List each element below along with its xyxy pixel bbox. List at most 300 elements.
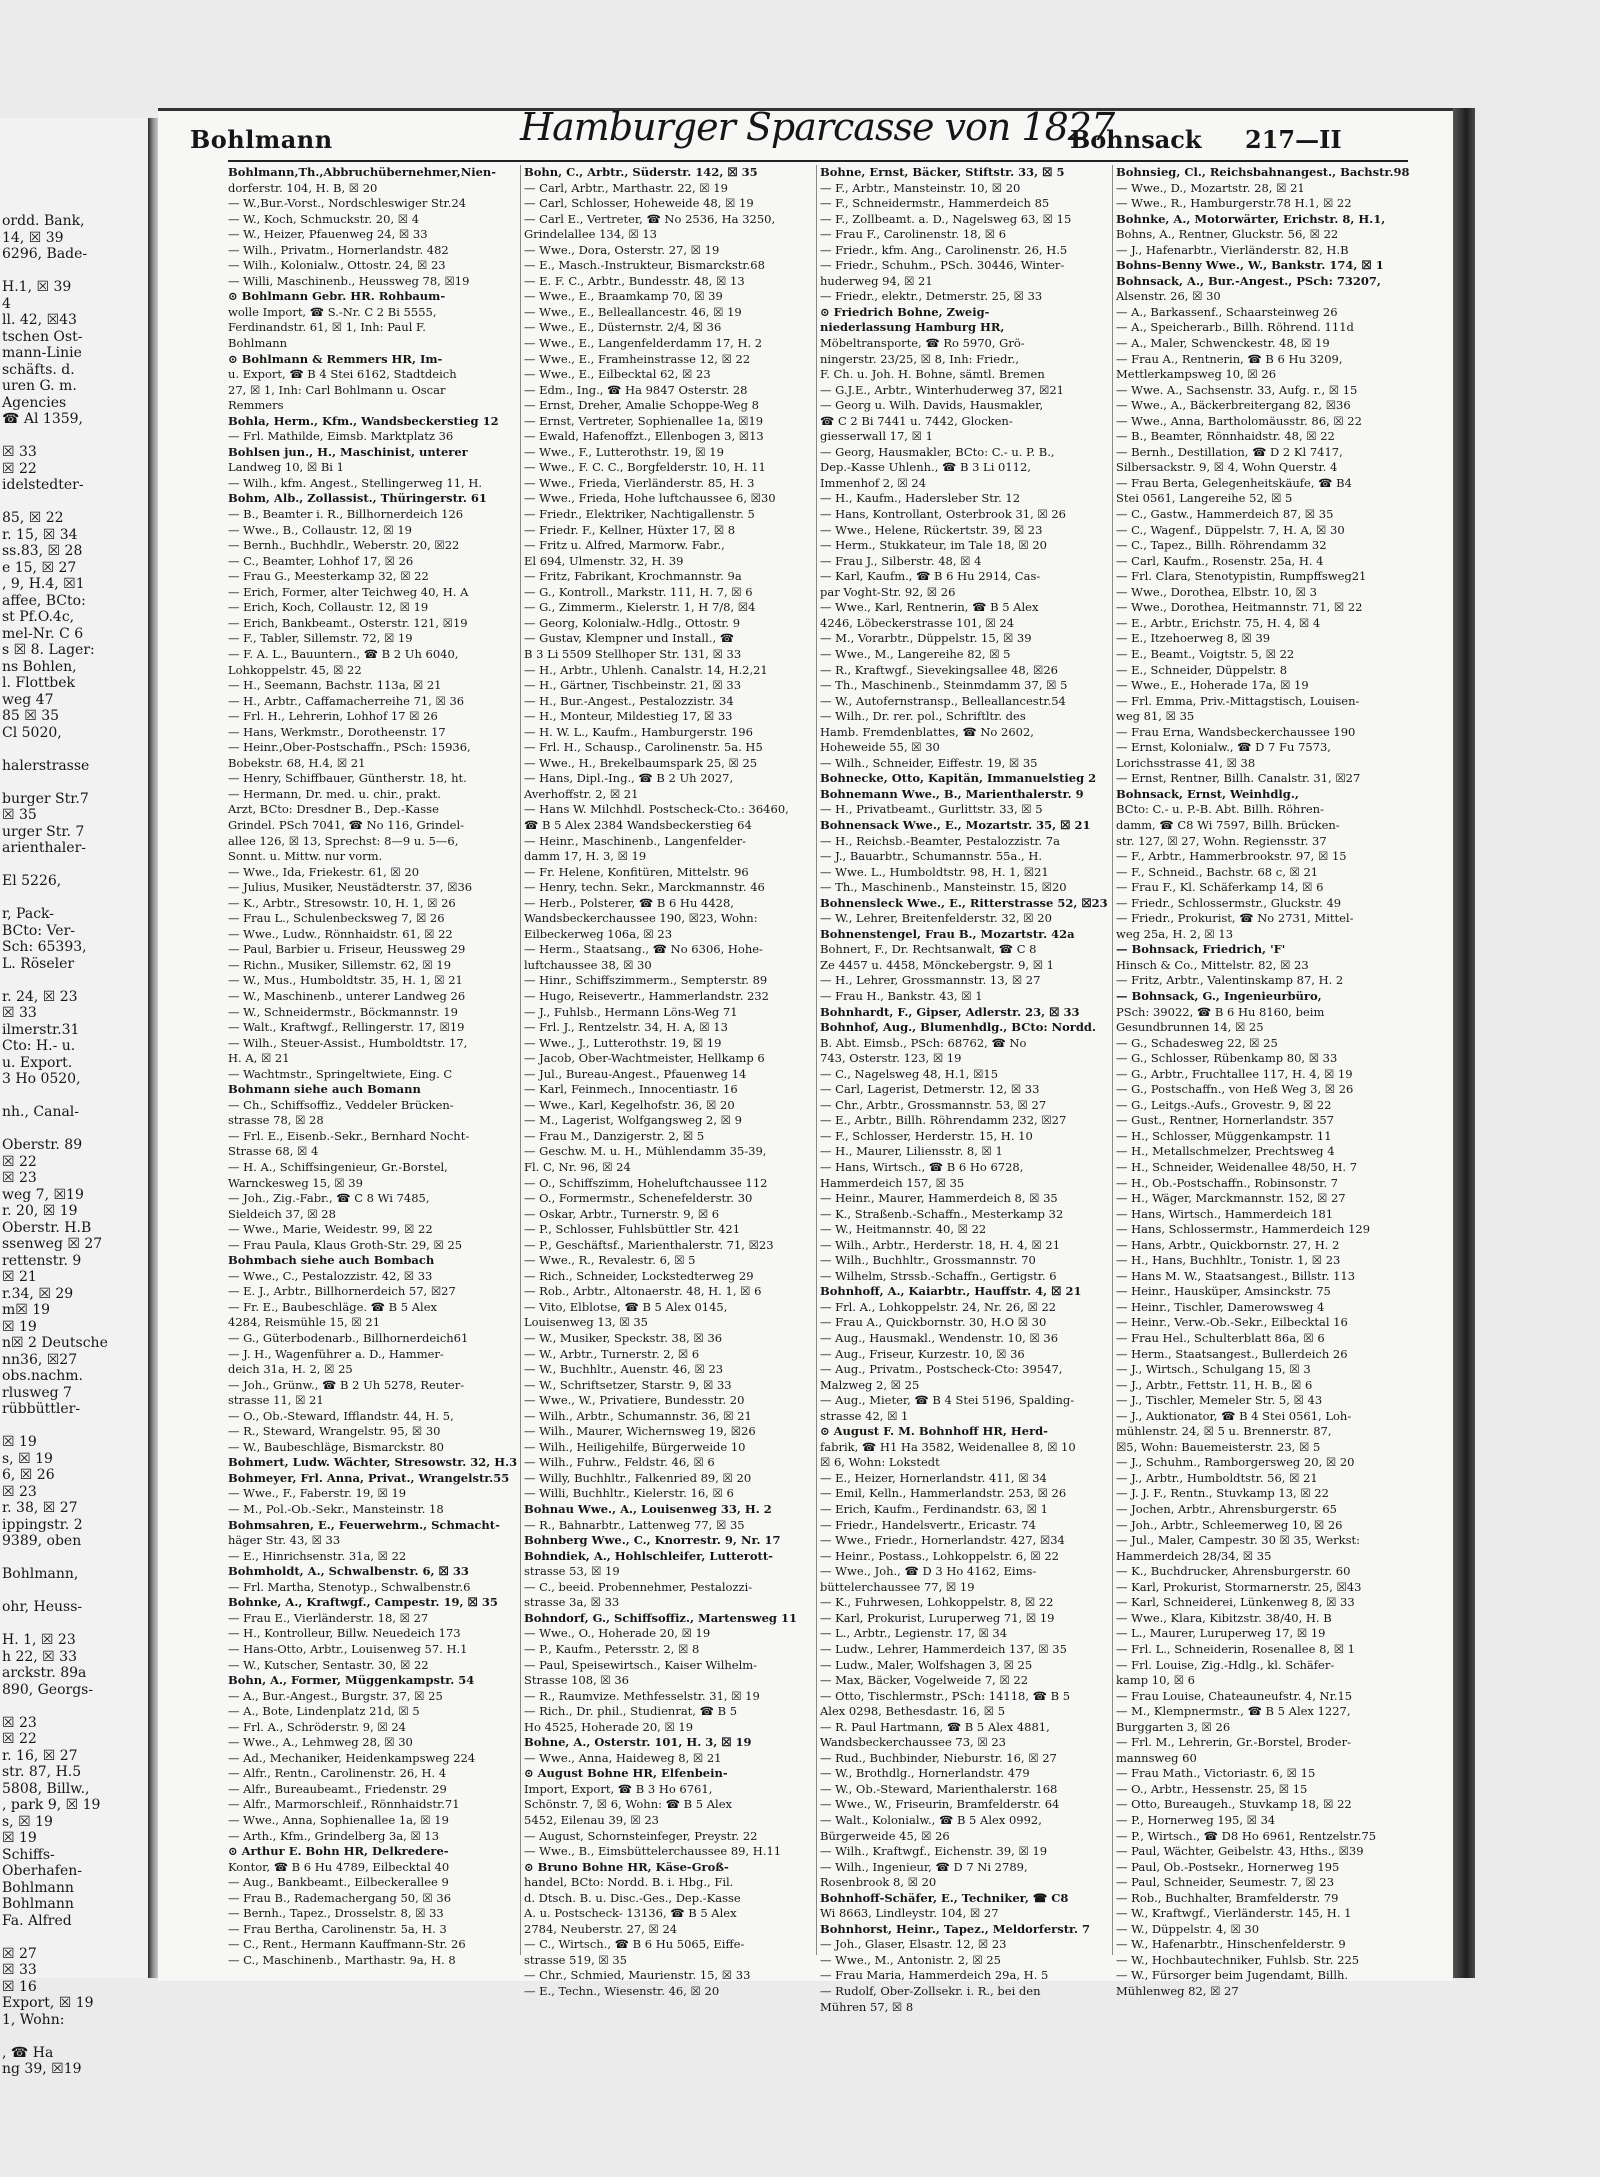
directory-entry-line: — Th., Maschinenb., Steinmdamm 37, ☒ 5 bbox=[820, 678, 1068, 693]
directory-entry-line: — Frau A., Quickbornstr. 30, H.O ☒ 30 bbox=[820, 1315, 1047, 1330]
directory-entry-line: — C., Gastw., Hammerdeich 87, ☒ 35 bbox=[1116, 507, 1334, 522]
left-fragment-line: urger Str. 7 bbox=[2, 823, 85, 840]
directory-entry-line: — Frau G., Meesterkamp 32, ☒ 22 bbox=[228, 569, 429, 584]
directory-entry-line: — Herm., Staatsang., ☎ No 6306, Hohe- bbox=[524, 942, 763, 957]
left-fragment-line: h 22, ☒ 33 bbox=[2, 1648, 77, 1665]
directory-entry-line: dorferstr. 104, H. B, ☒ 20 bbox=[228, 180, 378, 195]
left-fragment-line: 6296, Bade- bbox=[2, 246, 88, 262]
left-fragment-line bbox=[2, 1698, 148, 1715]
directory-entry-line: deich 31a, H. 2, ☒ 25 bbox=[228, 1362, 353, 1377]
directory-entry-line: — Frau Louise, Chateauneufstr. 4, Nr.15 bbox=[1116, 1688, 1353, 1703]
directory-entry-heading: Bohnhoff, A., Kaiarbtr., Hauffstr. 4, ☒ 21 bbox=[820, 1284, 1082, 1299]
directory-entry-line: — Herm., Stukkateur, im Tale 18, ☒ 20 bbox=[820, 538, 1047, 553]
directory-entry-heading: Bohnau Wwe., A., Louisenweg 33, H. 2 bbox=[524, 1502, 772, 1517]
directory-entry-line: Sieldeich 37, ☒ 28 bbox=[228, 1206, 336, 1221]
directory-entry-line: — Wilh., Maurer, Wichernsweg 19, ☒26 bbox=[524, 1424, 756, 1439]
directory-entry-line: — Wwe., M., Langereihe 82, ☒ 5 bbox=[820, 646, 1011, 661]
left-fragment-line: Bohlmann bbox=[2, 1879, 74, 1896]
directory-entry-line: — Frl. H., Lehrerin, Lohhof 17 ☒ 26 bbox=[228, 709, 438, 724]
directory-entry-line: — W., Lehrer, Breitenfelderstr. 32, ☒ 20 bbox=[820, 911, 1052, 926]
left-fragment-line: n☒ 2 Deutsche bbox=[2, 1335, 108, 1351]
directory-entry-heading: Bohm, Alb., Zollassist., Thüringerstr. 61 bbox=[228, 491, 487, 506]
directory-entry-heading: Bohnberg Wwe., C., Knorrestr. 9, Nr. 17 bbox=[524, 1533, 781, 1548]
directory-entry-line: — Geschw. M. u. H., Mühlendamm 35-39, bbox=[524, 1144, 767, 1159]
directory-entry-line: — F. A. L., Bauuntern., ☎ B 2 Uh 6040, bbox=[228, 646, 459, 661]
directory-entry-line: — Ernst, Kolonialw., ☎ D 7 Fu 7573, bbox=[1116, 740, 1331, 755]
directory-entry-heading: ⊙ August Bohne HR, Elfenbein- bbox=[524, 1766, 728, 1781]
directory-entry-line: — K., Fuhrwesen, Lohkoppelstr. 8, ☒ 22 bbox=[820, 1595, 1054, 1610]
left-fragment-line: 3 Ho 0520, bbox=[2, 1071, 81, 1087]
directory-entry-line: — Wwe., Ludw., Rönnhaidstr. 61, ☒ 22 bbox=[228, 926, 453, 941]
directory-entry-line: — Wilh., Privatm., Hornerlandstr. 482 bbox=[228, 242, 449, 257]
directory-entry-line: — Paul, Wächter, Geibelstr. 43, Hths., ☒39 bbox=[1116, 1844, 1364, 1859]
directory-entry-line: — Herb., Polsterer, ☎ B 6 Hu 4428, bbox=[524, 895, 734, 910]
directory-entry-line: kamp 10, ☒ 6 bbox=[1116, 1673, 1195, 1688]
left-fragment-line: str. 87, H.5 bbox=[2, 1764, 82, 1780]
left-fragment-line: arienthaler- bbox=[2, 840, 86, 856]
left-fragment-line: r. 24, ☒ 23 bbox=[2, 988, 78, 1005]
directory-entry-line: — Friedr., Elektriker, Nachtigallenstr. 5 bbox=[524, 507, 755, 522]
left-fragment-line: 14, ☒ 39 bbox=[2, 229, 64, 246]
left-fragment-line: 85, ☒ 22 bbox=[2, 510, 64, 526]
directory-entry-line: — Bernh., Tapez., Drosselstr. 8, ☒ 33 bbox=[228, 1906, 444, 1921]
directory-entry-line: — Wilh., Heiligehilfe, Bürgerweide 10 bbox=[524, 1439, 746, 1454]
left-fragment-line: Cl 5020, bbox=[2, 724, 62, 741]
directory-entry-line: — G., Schlosser, Rübenkamp 80, ☒ 33 bbox=[1116, 1051, 1338, 1066]
directory-entry-line: 27, ☒ 1, Inh: Carl Bohlmann u. Oscar bbox=[228, 382, 446, 397]
directory-entry-line: — Hans, Wirtsch., ☎ B 6 Ho 6728, bbox=[820, 1160, 1024, 1174]
directory-entry-line: — Hans, Schlossermstr., Hammerdeich 129 bbox=[1116, 1222, 1371, 1237]
directory-entry-line: — J., Wirtsch., Schulgang 15, ☒ 3 bbox=[1116, 1362, 1311, 1377]
directory-entry-line: — A., Speicherarb., Billh. Röhrend. 111d bbox=[1116, 320, 1354, 335]
directory-entry-line: luftchaussee 38, ☒ 30 bbox=[524, 957, 652, 972]
directory-entry-line: — W., Buchhltr., Auenstr. 46, ☒ 23 bbox=[524, 1362, 724, 1377]
directory-entry-line: — E., Heizer, Hornerlandstr. 411, ☒ 34 bbox=[820, 1470, 1047, 1485]
left-fragment-line bbox=[2, 741, 148, 758]
directory-entry-line: Alex 0298, Bethesdastr. 16, ☒ 5 bbox=[820, 1704, 1006, 1719]
directory-entry-line: — Wwe., E., Belleallancestr. 46, ☒ 19 bbox=[524, 304, 742, 319]
left-fragment-line: ll. 42, ☒43 bbox=[2, 312, 77, 328]
directory-entry-line: — Wwe., D., Mozartstr. 28, ☒ 21 bbox=[1116, 180, 1305, 195]
directory-entry-line: — Wilh., Fuhrw., Feldstr. 46, ☒ 6 bbox=[524, 1455, 715, 1470]
directory-entry-heading: Bohmeyer, Frl. Anna, Privat., Wrangelstr.55 bbox=[228, 1470, 510, 1485]
directory-entry-line: BCto: C.- u. P.-B. Abt. Billh. Röhren- bbox=[1116, 802, 1324, 817]
left-fragment-line: , ☎ Ha bbox=[2, 2044, 54, 2061]
directory-entry-line: — Frau F., Kl. Schäferkamp 14, ☒ 6 bbox=[1116, 880, 1324, 895]
header-rule bbox=[228, 160, 1408, 162]
directory-entry-line: — W., Baubeschläge, Bismarckstr. 80 bbox=[228, 1439, 444, 1454]
left-page-text bbox=[0, 118, 148, 2078]
left-fragment-line bbox=[2, 2028, 148, 2045]
directory-entry-line: — Paul, Speisewirtsch., Kaiser Wilhelm- bbox=[524, 1657, 758, 1672]
directory-entry-line: — Walt., Kolonialw., ☎ B 5 Alex 0992, bbox=[820, 1812, 1042, 1827]
directory-entry-line: — Wwe., C., Pestalozzistr. 42, ☒ 33 bbox=[228, 1268, 433, 1283]
directory-entry-heading: Bohlmann,Th.,Abbruchübernehmer,Nien- bbox=[228, 165, 497, 179]
directory-entry-line: — Karl, Prokurist, Luruperweg 71, ☒ 19 bbox=[820, 1610, 1055, 1625]
directory-entry-line: — Hermann, Dr. med. u. chir., prakt. bbox=[228, 786, 441, 801]
left-fragment-line: nh., Canal- bbox=[2, 1104, 80, 1120]
directory-entry-line: giesserwall 17, ☒ 1 bbox=[820, 429, 933, 444]
left-fragment-line: weg 47 bbox=[2, 691, 54, 708]
directory-entry-line: — W., Maschinenb., unterer Landweg 26 bbox=[228, 988, 466, 1003]
directory-entry-line: — Frl. Louise, Zig.-Hdlg., kl. Schäfer- bbox=[1116, 1657, 1335, 1672]
directory-entry-line: Ferdinandstr. 61, ☒ 1, Inh: Paul F. bbox=[228, 320, 426, 335]
directory-entry-heading: Bohnensack Wwe., E., Mozartstr. 35, ☒ 21 bbox=[820, 817, 1091, 832]
directory-entry-line: 2784, Neuberstr. 27, ☒ 24 bbox=[524, 1921, 678, 1936]
directory-entry-line: Ze 4457 u. 4458, Mönckebergstr. 9, ☒ 1 bbox=[820, 957, 1054, 972]
directory-entry-line: — F., Arbtr., Hammerbrookstr. 97, ☒ 15 bbox=[1116, 849, 1347, 864]
directory-entry-heading: Bohndorf, G., Schiffsoffiz., Martensweg 11 bbox=[524, 1610, 797, 1625]
left-fragment-line: ☒ 19 bbox=[2, 1434, 37, 1450]
left-fragment-line: ☒ 22 bbox=[2, 1731, 37, 1747]
directory-entry-heading: Bohnhof, Aug., Blumenhdlg., BCto: Nordd. bbox=[820, 1020, 1096, 1035]
directory-entry-line: — G., Postschaffn., von Heß Weg 3, ☒ 26 bbox=[1116, 1082, 1354, 1097]
directory-entry-line: — Aug., Mieter, ☎ B 4 Stei 5196, Spalding- bbox=[820, 1393, 1075, 1408]
directory-entry-line: — Herm., Staatsangest., Bullerdeich 26 bbox=[1116, 1346, 1348, 1361]
directory-entry-line: — Erich, Koch, Collaustr. 12, ☒ 19 bbox=[228, 600, 429, 615]
left-fragment-line: e 15, ☒ 27 bbox=[2, 559, 77, 576]
directory-entry-line: — Frau B., Rademachergang 50, ☒ 36 bbox=[228, 1890, 452, 1905]
left-fragment-line: r.34, ☒ 29 bbox=[2, 1285, 74, 1302]
directory-entry-line: — Joh., Grünw., ☎ B 2 Uh 5278, Reuter- bbox=[228, 1377, 465, 1392]
directory-entry-line: — Henry, Schiffbauer, Güntherstr. 18, ht. bbox=[228, 771, 467, 786]
directory-entry-line: — Jul., Maler, Campestr. 30 ☒ 35, Werkst: bbox=[1116, 1533, 1361, 1548]
directory-entry-heading: ⊙ Bruno Bohne HR, Käse-Groß- bbox=[524, 1859, 729, 1874]
directory-entry-line: — Emil, Kelln., Hammerlandstr. 253, ☒ 26 bbox=[820, 1486, 1067, 1501]
directory-entry-line: — Fritz u. Alfred, Marmorw. Fabr., bbox=[524, 538, 725, 553]
left-fragment-line: ohr, Heuss- bbox=[2, 1599, 83, 1615]
directory-entry-line: strasse 53, ☒ 19 bbox=[524, 1564, 620, 1579]
directory-entry-line: — Paul, Ob.-Postsekr., Hornerweg 195 bbox=[1116, 1859, 1340, 1874]
directory-entry-line: — Henry, techn. Sekr., Marckmannstr. 46 bbox=[524, 880, 765, 895]
directory-entry-line: Burggarten 3, ☒ 26 bbox=[1116, 1719, 1231, 1734]
directory-entry-line: — Max, Bäcker, Vogelweide 7, ☒ 22 bbox=[820, 1673, 1029, 1688]
directory-entry-line: strasse 42, ☒ 1 bbox=[820, 1408, 909, 1423]
left-fragment-line: ☒ 22 bbox=[2, 1153, 37, 1170]
directory-entry-line: — Carl E., Vertreter, ☎ No 2536, Ha 3250, bbox=[524, 211, 776, 226]
directory-entry-line: Bohns, A., Rentner, Gluckstr. 56, ☒ 22 bbox=[1116, 227, 1339, 242]
directory-entry-line: Wandsbeckerchaussee 190, ☒23, Wohn: bbox=[524, 911, 758, 926]
directory-entry-line: — P., Wirtsch., ☎ D8 Ho 6961, Rentzelstr.75 bbox=[1116, 1828, 1377, 1843]
directory-entry-heading: Bohnke, A., Motorwärter, Erichstr. 8, H.1, bbox=[1116, 211, 1386, 226]
directory-entry-line: — Wwe., Klara, Kibitzstr. 38/40, H. B bbox=[1116, 1610, 1332, 1625]
directory-entry-heading: Bohndiek, A., Hohlschleifer, Lutterott- bbox=[524, 1548, 773, 1563]
directory-entry-line: — C., Rent., Hermann Kauffmann-Str. 26 bbox=[228, 1937, 466, 1952]
left-fragment-line: 85 ☒ 35 bbox=[2, 708, 60, 724]
directory-entry-line: — F., Zollbeamt. a. D., Nagelsweg 63, ☒ 15 bbox=[820, 211, 1072, 226]
directory-entry-line: Hamb. Fremdenblattes, ☎ No 2602, bbox=[820, 724, 1034, 739]
directory-entry-line: — Julius, Musiker, Neustädterstr. 37, ☒36 bbox=[228, 880, 473, 895]
directory-entry-heading: — Bohnsack, Friedrich, 'F' bbox=[1116, 942, 1286, 957]
directory-entry-line: — Jacob, Ober-Wachtmeister, Hellkamp 6 bbox=[524, 1051, 765, 1066]
directory-entry-line: — Frau A., Rentnerin, ☎ B 6 Hu 3209, bbox=[1116, 351, 1343, 366]
left-fragment-line: H.1, ☒ 39 bbox=[2, 279, 72, 295]
directory-entry-line: Alsenstr. 26, ☒ 30 bbox=[1116, 289, 1221, 304]
directory-entry-line: — E., Schneider, Düppelstr. 8 bbox=[1116, 662, 1288, 677]
directory-entry-line: Remmers bbox=[228, 398, 284, 413]
left-fragment-line: s ☒ 8. Lager: bbox=[2, 642, 95, 658]
directory-entry-line: — Ch., Schiffsoffiz., Veddeler Brücken- bbox=[228, 1097, 454, 1112]
directory-entry-line: — Friedr., kfm. Ang., Carolinenstr. 26, H.5 bbox=[820, 242, 1068, 257]
directory-entry-line: — Joh., Arbtr., Schleemerweg 10, ☒ 26 bbox=[1116, 1517, 1343, 1532]
left-fragment-line: ☎ Al 1359, bbox=[2, 411, 84, 427]
directory-entry-line: ☒ 6, Wohn: Lokstedt bbox=[820, 1455, 940, 1470]
directory-entry-heading: ⊙ Friedrich Bohne, Zweig- bbox=[820, 304, 990, 319]
directory-entry-line: — Hans-Otto, Arbtr., Louisenweg 57. H.1 bbox=[228, 1641, 468, 1656]
directory-entry-line: — E., Arbtr., Erichstr. 75, H. 4, ☒ 4 bbox=[1116, 615, 1321, 630]
left-fragment-line: burger Str.7 bbox=[2, 790, 89, 807]
left-fragment-line: rettenstr. 9 bbox=[2, 1252, 82, 1269]
directory-entry-line: — Hans W. Milchhdl. Postscheck-Cto.: 36460, bbox=[524, 802, 789, 817]
left-fragment-line: L. Röseler bbox=[2, 955, 75, 972]
directory-entry-line: — Wwe., Anna, Sophienallee 1a, ☒ 19 bbox=[228, 1812, 449, 1827]
left-fragment-line: 1, Wohn: bbox=[2, 2011, 65, 2028]
directory-entry-line: — Georg, Kolonialw.-Hdlg., Ottostr. 9 bbox=[524, 615, 741, 630]
directory-entry-line: — G., Kontroll., Markstr. 111, H. 7, ☒ 6 bbox=[524, 584, 753, 599]
directory-entry-line: — A., Bote, Lindenplatz 21d, ☒ 5 bbox=[228, 1704, 420, 1719]
directory-entry-line: — H., Reichsb.-Beamter, Pestalozzistr. 7a bbox=[820, 833, 1060, 848]
directory-entry-line: — G.J.E., Arbtr., Winterhuderweg 37, ☒21 bbox=[820, 382, 1064, 397]
directory-entry-line: — Wwe., A., Lehmweg 28, ☒ 30 bbox=[228, 1735, 413, 1750]
directory-entry-line: — F., Schneidermstr., Hammerdeich 85 bbox=[820, 196, 1050, 211]
directory-entry-line: Hoheweide 55, ☒ 30 bbox=[820, 740, 940, 755]
left-fragment-line: r. 15, ☒ 34 bbox=[2, 526, 78, 543]
directory-entry-line: — O., Schiffszimm, Hoheluftchaussee 112 bbox=[524, 1175, 768, 1190]
directory-entry-line: — K., Buchdrucker, Ahrensburgerstr. 60 bbox=[1116, 1564, 1351, 1579]
directory-entry-line: — Karl, Kaufm., ☎ B 6 Hu 2914, Cas- bbox=[820, 569, 1041, 584]
directory-entry-line: — Wwe., Frieda, Hohe luftchaussee 6, ☒30 bbox=[524, 491, 776, 506]
directory-entry-heading: Bohmert, Ludw. Wächter, Stresowstr. 32, H.3 bbox=[228, 1455, 518, 1470]
left-fragment-line: obs.nachm. bbox=[2, 1368, 83, 1384]
directory-entry-line: — Frau H., Bankstr. 43, ☒ 1 bbox=[820, 988, 983, 1003]
directory-entry-line: 4284, Reismühle 15, ☒ 21 bbox=[228, 1315, 381, 1330]
directory-entry-line: — Wilhelm, Strssb.-Schaffn., Gertigstr. 6 bbox=[820, 1268, 1057, 1283]
directory-entry-line: — J., Schuhm., Ramborgersweg 20, ☒ 20 bbox=[1116, 1455, 1355, 1470]
directory-entry-line: — Wachtmstr., Springeltwiete, Eing. C bbox=[228, 1066, 453, 1081]
directory-entry-line: — Wilh., Ingenieur, ☎ D 7 Ni 2789, bbox=[820, 1859, 1028, 1874]
directory-entry-line: — Wwe., Friedr., Hornerlandstr. 427, ☒34 bbox=[820, 1533, 1065, 1548]
directory-entry-line: — Heinr., Verw.-Ob.-Sekr., Eilbecktal 16 bbox=[1116, 1315, 1348, 1330]
directory-entry-line: — Karl, Schneiderei, Lünkenweg 8, ☒ 33 bbox=[1116, 1595, 1355, 1610]
directory-entry-line: — J., Arbtr., Humboldtstr. 56, ☒ 21 bbox=[1116, 1470, 1318, 1485]
header-right-keyword: Bohnsack bbox=[1070, 125, 1202, 154]
left-fragment-line: Fa. Alfred bbox=[2, 1912, 72, 1929]
directory-entry-line: B 3 Li 5509 Stellhoper Str. 131, ☒ 33 bbox=[524, 646, 742, 661]
directory-entry-line: — Wwe., M., Antonistr. 2, ☒ 25 bbox=[820, 1952, 1001, 1967]
directory-entry-line: — Richn., Musiker, Sillemstr. 62, ☒ 19 bbox=[228, 957, 452, 972]
directory-entry-heading: Bohnhardt, F., Gipser, Adlerstr. 23, ☒ 33 bbox=[820, 1004, 1080, 1019]
directory-entry-line: — B., Beamter, Rönnhaidstr. 48, ☒ 22 bbox=[1116, 429, 1335, 444]
directory-entry-line: — Heinr., Postass., Lohkoppelstr. 6, ☒ 22 bbox=[820, 1548, 1059, 1563]
directory-entry-line: — Frau J., Silberstr. 48, ☒ 4 bbox=[820, 553, 982, 568]
left-fragment-line bbox=[2, 1088, 148, 1105]
directory-entry-line: — Wwe., Joh., ☎ D 3 Ho 4162, Eims- bbox=[820, 1564, 1037, 1579]
column-separator bbox=[1112, 165, 1113, 1955]
directory-entry-line: — Wwe., Dora, Osterstr. 27, ☒ 19 bbox=[524, 242, 720, 257]
directory-entry-line: — E., Itzehoerweg 8, ☒ 39 bbox=[1116, 631, 1271, 646]
directory-entry-line: — Paul, Barbier u. Friseur, Heussweg 29 bbox=[228, 942, 466, 957]
directory-entry-line: — J. H., Wagenführer a. D., Hammer- bbox=[228, 1346, 444, 1361]
directory-entry-line: weg 81, ☒ 35 bbox=[1116, 709, 1195, 724]
directory-entry-line: — Heinr.,Ober-Postschaffn., PSch: 15936, bbox=[228, 740, 471, 755]
directory-entry-line: — Fritz, Fabrikant, Krochmannstr. 9a bbox=[524, 569, 742, 584]
directory-entry-line: — Frl. M., Lehrerin, Gr.-Borstel, Broder- bbox=[1116, 1735, 1351, 1750]
directory-entry-line: — W., Mus., Humboldtstr. 35, H. 1, ☒ 21 bbox=[228, 973, 463, 988]
directory-entry-line: — R., Bahnarbtr., Lattenweg 77, ☒ 35 bbox=[524, 1517, 745, 1532]
directory-entry-line: — Frau Bertha, Carolinenstr. 5a, H. 3 bbox=[228, 1921, 447, 1936]
directory-entry-line: — Willi, Buchhltr., Kielerstr. 16, ☒ 6 bbox=[524, 1486, 734, 1501]
directory-entry-line: — P., Geschäftsf., Marienthalerstr. 71, ☒23 bbox=[524, 1237, 774, 1252]
directory-entry-line: ☎ B 5 Alex 2384 Wandsbeckerstieg 64 bbox=[524, 817, 752, 832]
directory-entry-line: Ho 4525, Hoherade 20, ☒ 19 bbox=[524, 1719, 694, 1734]
left-fragment-line: ☒ 33 bbox=[2, 444, 37, 460]
directory-entry-line: — Wilh., Dr. rer. pol., Schriftltr. des bbox=[820, 709, 1026, 724]
directory-entry-line: — Frau Paula, Klaus Groth-Str. 29, ☒ 25 bbox=[228, 1237, 463, 1252]
left-fragment-line: Cto: H.- u. bbox=[2, 1038, 76, 1054]
directory-entry-line: — H., Gärtner, Tischbeinstr. 21, ☒ 33 bbox=[524, 678, 742, 693]
directory-entry-line: mannsweg 60 bbox=[1116, 1750, 1197, 1765]
directory-entry-line: — C., beeid. Probennehmer, Pestalozzi- bbox=[524, 1579, 753, 1594]
directory-entry-line: — Aug., Privatm., Postscheck-Cto: 39547, bbox=[820, 1362, 1063, 1377]
directory-entry-line: — Otto, Tischlermstr., PSch: 14118, ☎ B 5 bbox=[820, 1688, 1071, 1703]
left-fragment-line: uren G. m. bbox=[2, 378, 77, 394]
header-left-keyword: Bohlmann bbox=[190, 125, 333, 154]
left-fragment-line: Oberhafen- bbox=[2, 1863, 82, 1879]
directory-entry-line: — W., Hochbautechniker, Fuhlsb. Str. 225 bbox=[1116, 1952, 1360, 1967]
directory-entry-line: büttelerchaussee 77, ☒ 19 bbox=[820, 1579, 975, 1594]
directory-entry-line: — A., Barkassenf., Schaarsteinweg 26 bbox=[1116, 304, 1338, 319]
directory-column-2 bbox=[524, 165, 816, 1998]
directory-entry-line: — R., Kraftwgf., Sievekingsallee 48, ☒26 bbox=[820, 662, 1058, 677]
directory-entry-line: — G., Güterbodenarb., Billhornerdeich61 bbox=[228, 1331, 469, 1346]
directory-entry-line: Sonnt. u. Mittw. nur vorm. bbox=[228, 849, 383, 864]
directory-entry-line: — Frau M., Danzigerstr. 2, ☒ 5 bbox=[524, 1128, 705, 1143]
directory-entry-line: — Rud., Buchbinder, Nieburstr. 16, ☒ 27 bbox=[820, 1750, 1057, 1765]
directory-entry-line: — Friedr., Handelsvertr., Ericastr. 74 bbox=[820, 1517, 1036, 1532]
directory-entry-line: B. Abt. Eimsb., PSch: 68762, ☎ No bbox=[820, 1035, 1027, 1050]
directory-entry-line: — Hans, Dipl.-Ing., ☎ B 2 Uh 2027, bbox=[524, 771, 734, 786]
directory-entry-line: — Frl. Clara, Stenotypistin, Rumpffsweg21 bbox=[1116, 569, 1367, 584]
directory-entry-line: Bürgerweide 45, ☒ 26 bbox=[820, 1828, 950, 1843]
directory-entry-line: — Heinr., Maschinenb., Langenfelder- bbox=[524, 833, 747, 848]
directory-entry-line: — Hans, Wirtsch., Hammerdeich 181 bbox=[1116, 1206, 1334, 1221]
directory-entry-line: — Wwe., Karl, Rentnerin, ☎ B 5 Alex bbox=[820, 600, 1039, 615]
directory-entry-heading: Bohmholdt, A., Schwalbenstr. 6, ☒ 33 bbox=[228, 1564, 469, 1579]
left-fragment-line bbox=[2, 1616, 148, 1633]
directory-entry-line: — H., Schneider, Weidenallee 48/50, H. 7 bbox=[1116, 1160, 1358, 1174]
directory-entry-line: strasse 11, ☒ 21 bbox=[228, 1393, 324, 1408]
left-fragment-line: ☒ 27 bbox=[2, 1945, 37, 1962]
directory-entry-line: — H., Arbtr., Caffamacherreihe 71, ☒ 36 bbox=[228, 693, 465, 708]
directory-entry-heading: Bohnsieg, Cl., Reichsbahnangest., Bachstr.98 bbox=[1116, 165, 1410, 179]
column-separator bbox=[520, 165, 521, 1955]
directory-entry-line: Lohkoppelstr. 45, ☒ 22 bbox=[228, 662, 362, 677]
left-fragment-line bbox=[2, 428, 148, 445]
directory-entry-line: — Wilh., Schneider, Eiffestr. 19, ☒ 35 bbox=[820, 755, 1038, 770]
directory-entry-line: — G., Zimmerm., Kielerstr. 1, H 7/8, ☒4 bbox=[524, 600, 756, 615]
directory-entry-line: — Th., Maschinenb., Mansteinstr. 15, ☒20 bbox=[820, 880, 1067, 895]
directory-entry-line: Bobekstr. 68, H.4, ☒ 21 bbox=[228, 755, 366, 770]
directory-entry-line: — Frl. J., Rentzelstr. 34, H. A, ☒ 13 bbox=[524, 1020, 728, 1035]
directory-entry-heading: Bohnhoff-Schäfer, E., Techniker, ☎ C8 bbox=[820, 1890, 1069, 1905]
directory-entry-line: — Frl. H., Schausp., Carolinenstr. 5a. H5 bbox=[524, 740, 763, 755]
directory-entry-line: Louisenweg 13, ☒ 35 bbox=[524, 1315, 648, 1330]
directory-entry-heading: Bohla, Herm., Kfm., Wandsbeckerstieg 12 bbox=[228, 413, 499, 428]
directory-entry-line: — H., Wäger, Marckmannstr. 152, ☒ 27 bbox=[1116, 1191, 1346, 1206]
left-fragment-line: ss.83, ☒ 28 bbox=[2, 543, 83, 559]
directory-entry-heading: niederlassung Hamburg HR, bbox=[820, 320, 1005, 335]
directory-entry-heading: Bohlsen jun., H., Maschinist, unterer bbox=[228, 444, 468, 459]
directory-entry-line: — Wwe., Ida, Friekestr. 61, ☒ 20 bbox=[228, 864, 420, 879]
left-fragment-line: ☒ 22 bbox=[2, 460, 37, 477]
directory-entry-line: — C., Tapez., Billh. Röhrendamm 32 bbox=[1116, 538, 1327, 553]
left-fragment-line: ☒ 21 bbox=[2, 1269, 37, 1285]
directory-entry-line: — W., Düppelstr. 4, ☒ 30 bbox=[1116, 1921, 1260, 1936]
directory-entry-line: — W.,Bur.-Vorst., Nordschleswiger Str.24 bbox=[228, 196, 467, 211]
directory-entry-line: — Wilh., Kolonialw., Ottostr. 24, ☒ 23 bbox=[228, 258, 446, 273]
directory-entry-line: — J., Auktionator, ☎ B 4 Stei 0561, Loh- bbox=[1116, 1408, 1352, 1423]
directory-entry-line: — Wwe., E., Düsternstr. 2/4, ☒ 36 bbox=[524, 320, 722, 335]
directory-entry-line: Gesundbrunnen 14, ☒ 25 bbox=[1116, 1020, 1264, 1035]
directory-entry-line: — W., Heitmannstr. 40, ☒ 22 bbox=[820, 1222, 987, 1237]
directory-entry-line: — Jul., Bureau-Angest., Pfauenweg 14 bbox=[524, 1066, 747, 1081]
directory-entry-line: — Frl. Emma, Priv.-Mittagstisch, Louisen- bbox=[1116, 693, 1360, 708]
directory-entry-line: — Wwe., Helene, Rückertstr. 39, ☒ 23 bbox=[820, 522, 1043, 537]
directory-entry-line: — Jochen, Arbtr., Ahrensburgerstr. 65 bbox=[1116, 1502, 1337, 1517]
directory-entry-line: — Chr., Schmied, Maurienstr. 15, ☒ 33 bbox=[524, 1968, 751, 1983]
directory-entry-line: — Frau Maria, Hammerdeich 29a, H. 5 bbox=[820, 1968, 1049, 1983]
left-fragment-line: 9389, oben bbox=[2, 1533, 82, 1549]
directory-entry-line: — Wwe., B., Eimsbüttelerchaussee 89, H.11 bbox=[524, 1844, 782, 1859]
directory-entry-heading: Bohnsack, Ernst, Weinhdlg., bbox=[1116, 786, 1299, 801]
left-fragment-line: mann-Linie bbox=[2, 345, 82, 361]
left-fragment-line: ippingstr. 2 bbox=[2, 1516, 83, 1533]
directory-entry-line: — M., Vorarbtr., Düppelstr. 15, ☒ 39 bbox=[820, 631, 1032, 646]
directory-entry-line: Schönstr. 7, ☒ 6, Wohn: ☎ B 5 Alex bbox=[524, 1797, 732, 1812]
directory-entry-line: — Wilh., Buchhltr., Grossmannstr. 70 bbox=[820, 1253, 1036, 1268]
directory-entry-line: — P., Hornerweg 195, ☒ 34 bbox=[1116, 1812, 1276, 1827]
directory-entry-line: — Rob., Buchhalter, Bramfelderstr. 79 bbox=[1116, 1890, 1339, 1905]
directory-entry-line: — H., Arbtr., Uhlenh. Canalstr. 14, H.2,21 bbox=[524, 662, 768, 677]
directory-entry-line: — Friedr., Schlossermstr., Gluckstr. 49 bbox=[1116, 895, 1342, 910]
directory-entry-line: — J. J. F., Rentn., Stuvkamp 13, ☒ 22 bbox=[1116, 1486, 1329, 1501]
directory-entry-line: strasse 519, ☒ 35 bbox=[524, 1952, 628, 1967]
directory-entry-line: — E. J., Arbtr., Billhornerdeich 57, ☒27 bbox=[228, 1284, 456, 1299]
directory-entry-heading: Bohn, C., Arbtr., Süderstr. 142, ☒ 35 bbox=[524, 165, 758, 179]
directory-entry-line: — R., Raumvize. Methfesselstr. 31, ☒ 19 bbox=[524, 1688, 760, 1703]
left-fragment-line: ns Bohlen, bbox=[2, 658, 77, 675]
directory-entry-line: — Rich., Dr. phil., Studienrat, ☎ B 5 bbox=[524, 1704, 738, 1719]
directory-entry-line: Import, Export, ☎ B 3 Ho 6761, bbox=[524, 1781, 713, 1796]
directory-entry-line: — Chr., Arbtr., Grossmannstr. 53, ☒ 27 bbox=[820, 1097, 1047, 1112]
page-edge-shadow bbox=[1453, 108, 1475, 1978]
directory-entry-line: Lorichsstrasse 41, ☒ 38 bbox=[1116, 755, 1256, 770]
directory-entry-line: — J., Hafenarbtr., Vierländerstr. 82, H.B bbox=[1116, 242, 1349, 257]
directory-entry-line: — Paul, Schneider, Seumestr. 7, ☒ 23 bbox=[1116, 1875, 1335, 1890]
directory-entry-heading: Bohne, Ernst, Bäcker, Stiftstr. 33, ☒ 5 bbox=[820, 165, 1065, 179]
directory-entry-line: — Wwe., A., Bäckerbreitergang 82, ☒36 bbox=[1116, 398, 1351, 413]
directory-entry-line: — Friedr., Prokurist, ☎ No 2731, Mittel- bbox=[1116, 911, 1354, 926]
directory-entry-line: — Joh., Zig.-Fabr., ☎ C 8 Wi 7485, bbox=[228, 1191, 430, 1206]
directory-entry-line: — P., Schlosser, Fuhlsbüttler Str. 421 bbox=[524, 1222, 741, 1237]
directory-entry-line: — E., Masch.-Instrukteur, Bismarckstr.68 bbox=[524, 258, 765, 273]
directory-entry-line: — Frl. E., Eisenb.-Sekr., Bernhard Nocht- bbox=[228, 1128, 470, 1143]
left-fragment-line: ☒ 19 bbox=[2, 1318, 37, 1335]
left-fragment-line: ☒ 19 bbox=[2, 1830, 37, 1846]
directory-entry-line: — A., Bur.-Angest., Burgstr. 37, ☒ 25 bbox=[228, 1688, 443, 1703]
directory-entry-line: — P., Kaufm., Petersstr. 2, ☒ 8 bbox=[524, 1641, 700, 1656]
directory-entry-line: — B., Beamter i. R., Billhornerdeich 126 bbox=[228, 507, 464, 522]
